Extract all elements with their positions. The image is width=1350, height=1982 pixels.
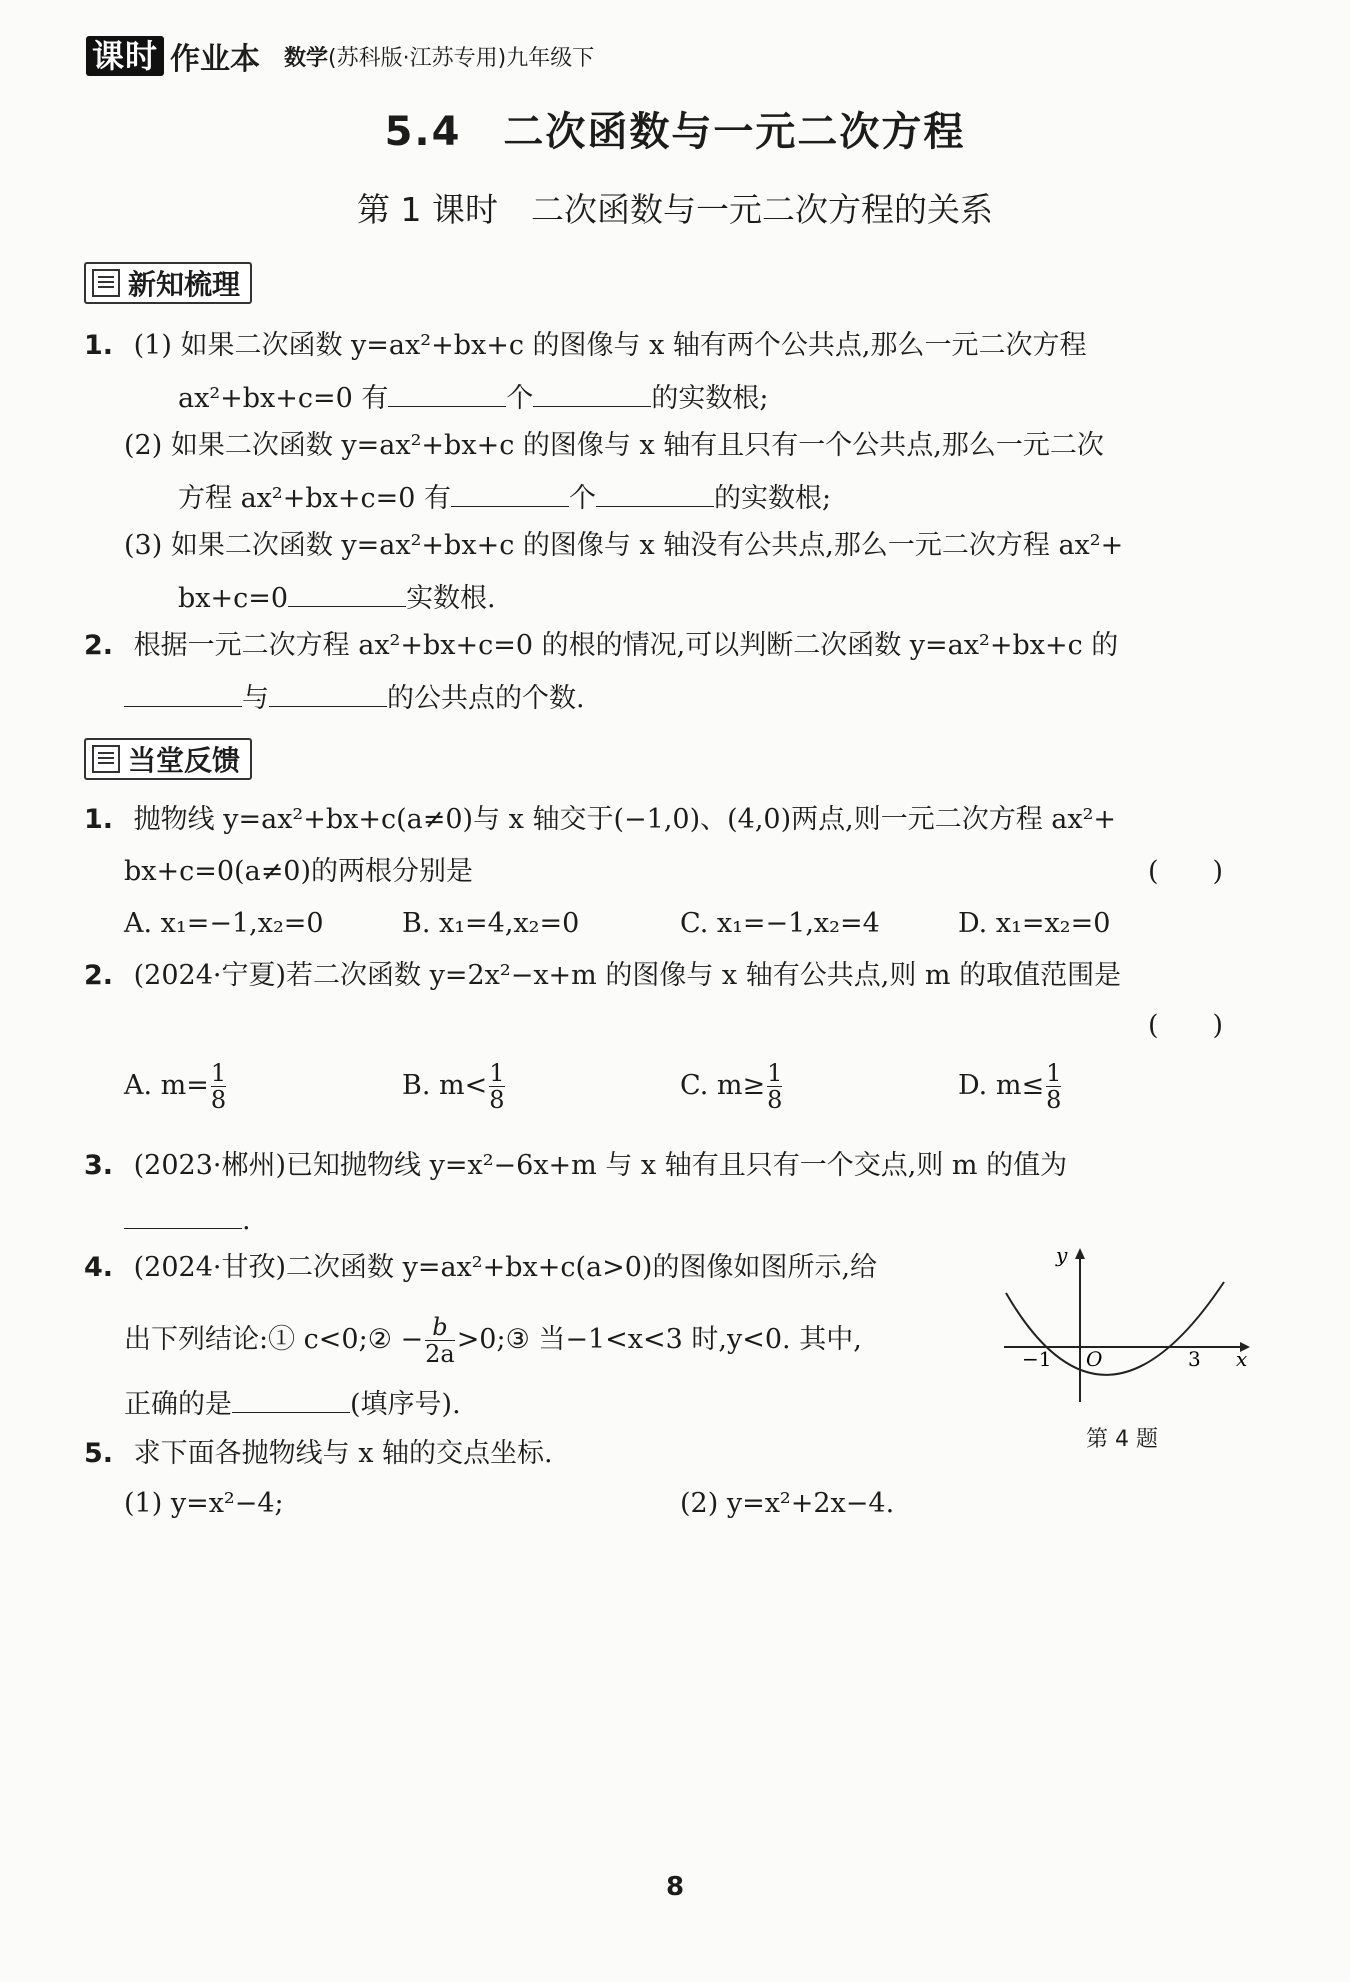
section-header-feedback <box>84 738 252 780</box>
question-text: (2024·宁夏)若二次函数 y=2x²−x+m 的图像与 x 轴有公共点,则 m 的取值范围是 <box>133 960 1122 991</box>
sub-question-1: (1) y=x²−4; <box>124 1488 284 1519</box>
answer-blank[interactable] <box>288 576 406 607</box>
fraction-denominator: 8 <box>767 1086 783 1114</box>
question-text: 方程 ax²+bx+c=0 有 <box>178 483 451 514</box>
y-axis-arrow <box>1075 1248 1085 1259</box>
question-text: (1) 如果二次函数 y=ax²+bx+c 的图像与 x 轴有两个公共点,那么一元二次方程 <box>133 330 1087 361</box>
question-text: 求下面各抛物线与 x 轴的交点坐标. <box>133 1438 553 1469</box>
fraction-numerator: 1 <box>1046 1059 1062 1087</box>
question-text: (2023·郴州)已知抛物线 y=x²−6x+m 与 x 轴有且只有一个交点,则 m 的值为 <box>133 1150 1068 1181</box>
lesson-title: 第 1 课时 二次函数与一元二次方程的关系 <box>357 190 993 229</box>
question-number: 4. <box>84 1252 114 1283</box>
question-line <box>124 676 585 719</box>
fraction <box>489 1060 504 1113</box>
parabola-figure <box>996 1240 1260 1410</box>
question-text: 的公共点的个数. <box>387 683 585 714</box>
fraction-numerator: 1 <box>210 1059 227 1087</box>
y-axis-label: y <box>1056 1243 1068 1267</box>
answer-blank[interactable] <box>269 676 387 707</box>
origin-label: O <box>1086 1347 1103 1371</box>
question-text: 与 <box>242 683 269 714</box>
answer-bracket[interactable]: ( ) <box>1148 856 1224 887</box>
question-line <box>124 852 473 892</box>
question-line <box>124 526 1123 566</box>
option-d[interactable] <box>958 1060 1063 1113</box>
question-text: 抛物线 y=ax²+bx+c(a≠0)与 x 轴交于(−1,0)、(4,0)两点,则一元二次方程 ax²+ <box>133 804 1117 835</box>
fraction <box>1046 1060 1061 1113</box>
fraction-denominator: 8 <box>489 1086 505 1114</box>
fraction <box>767 1060 782 1113</box>
question-line <box>178 476 831 519</box>
section-label: 当堂反馈 <box>128 744 241 777</box>
fraction-numerator: 1 <box>767 1059 783 1087</box>
question-text: (2) 如果二次函数 y=ax²+bx+c 的图像与 x 轴有且只有一个公共点,那么一元二次 <box>124 430 1104 461</box>
question-number: 2. <box>84 960 114 991</box>
option-d[interactable]: D. x₁=x₂=0 <box>958 908 1111 939</box>
option-text: B. m< <box>402 1070 488 1101</box>
section-header-new-knowledge <box>84 262 252 304</box>
question-number: 1. <box>84 330 114 361</box>
option-b[interactable]: B. x₁=4,x₂=0 <box>402 908 580 939</box>
question-text: . <box>242 1205 251 1236</box>
question-text: bx+c=0 <box>178 583 289 614</box>
page-number: 8 <box>665 1872 685 1902</box>
question-line <box>84 326 1087 366</box>
fraction-numerator: b <box>432 1313 448 1341</box>
answer-blank[interactable] <box>596 476 714 507</box>
question-text: ax²+bx+c=0 有 <box>178 383 389 414</box>
answer-blank[interactable] <box>388 376 506 407</box>
question-text: (3) 如果二次函数 y=ax²+bx+c 的图像与 x 轴没有公共点,那么一元二次方程 ax²+ <box>124 530 1124 561</box>
x-axis-label: x <box>1236 1347 1248 1371</box>
tick-label-neg1: −1 <box>1022 1347 1052 1371</box>
question-text: 个 <box>506 383 534 414</box>
book-info <box>284 41 594 72</box>
option-text: A. m= <box>124 1070 209 1101</box>
question-line <box>84 956 1121 996</box>
question-text: >0;③ 当−1<x<3 时,y<0. 其中, <box>456 1324 862 1355</box>
answer-blank[interactable] <box>451 476 569 507</box>
question-number: 3. <box>84 1150 114 1181</box>
pencil-icon <box>92 745 120 773</box>
question-line <box>178 376 769 419</box>
answer-blank[interactable] <box>232 1382 350 1413</box>
subject: 数学 <box>284 45 329 71</box>
answer-blank[interactable] <box>124 1198 242 1229</box>
fraction <box>211 1060 226 1113</box>
question-text: 正确的是 <box>124 1389 232 1420</box>
option-a[interactable] <box>124 1060 228 1113</box>
question-text: 实数根. <box>406 583 496 614</box>
fraction <box>425 1314 455 1367</box>
question-line <box>124 1314 862 1367</box>
question-number: 5. <box>84 1438 114 1469</box>
notebook-icon <box>92 269 120 297</box>
question-text: (2024·甘孜)二次函数 y=ax²+bx+c(a>0)的图像如图所示,给 <box>133 1252 878 1283</box>
question-line <box>84 626 1118 666</box>
fraction-denominator: 2a <box>425 1340 455 1368</box>
figure-caption: 第 4 题 <box>1086 1427 1158 1452</box>
question-line <box>84 1146 1067 1186</box>
question-number: 1. <box>84 804 114 835</box>
option-c[interactable]: C. x₁=−1,x₂=4 <box>680 908 880 939</box>
option-c[interactable] <box>680 1060 784 1113</box>
question-line <box>178 576 496 619</box>
section-label: 新知梳理 <box>128 268 241 301</box>
question-text: 的实数根; <box>714 483 832 514</box>
question-text: bx+c=0(a≠0)的两根分别是 <box>124 856 474 887</box>
answer-bracket[interactable]: ( ) <box>1148 1010 1224 1041</box>
question-text: 出下列结论:① c<0;② − <box>124 1324 424 1355</box>
option-b[interactable] <box>402 1060 507 1113</box>
option-text: C. m≥ <box>680 1070 766 1101</box>
edition: (苏科版·江苏专用)九年级下 <box>328 45 595 71</box>
question-line <box>84 1248 877 1288</box>
question-number: 2. <box>84 630 114 661</box>
question-line <box>124 426 1104 466</box>
logo-text: 作业本 <box>170 42 261 77</box>
question-line <box>124 1198 251 1241</box>
fraction-numerator: 1 <box>489 1059 505 1087</box>
sub-question-2: (2) y=x²+2x−4. <box>680 1488 895 1519</box>
question-text: 根据一元二次方程 ax²+bx+c=0 的根的情况,可以判断二次函数 y=ax²+bx+c 的 <box>133 630 1119 661</box>
section-title: 5.4 二次函数与一元二次方程 <box>384 109 966 155</box>
option-text: D. m≤ <box>958 1070 1045 1101</box>
question-text: (填序号). <box>350 1389 461 1420</box>
tick-label-3: 3 <box>1188 1347 1201 1371</box>
question-text: 的实数根; <box>651 383 769 414</box>
question-line <box>84 800 1116 840</box>
fraction-denominator: 8 <box>1046 1086 1062 1114</box>
question-line <box>84 1434 553 1474</box>
logo-mark: 课时 <box>86 36 164 76</box>
option-a[interactable]: A. x₁=−1,x₂=0 <box>124 908 324 939</box>
answer-blank[interactable] <box>124 676 242 707</box>
question-line <box>124 1382 461 1425</box>
question-text: 个 <box>569 483 596 514</box>
fraction-denominator: 8 <box>210 1086 227 1114</box>
header <box>86 36 594 76</box>
answer-blank[interactable] <box>533 376 651 407</box>
